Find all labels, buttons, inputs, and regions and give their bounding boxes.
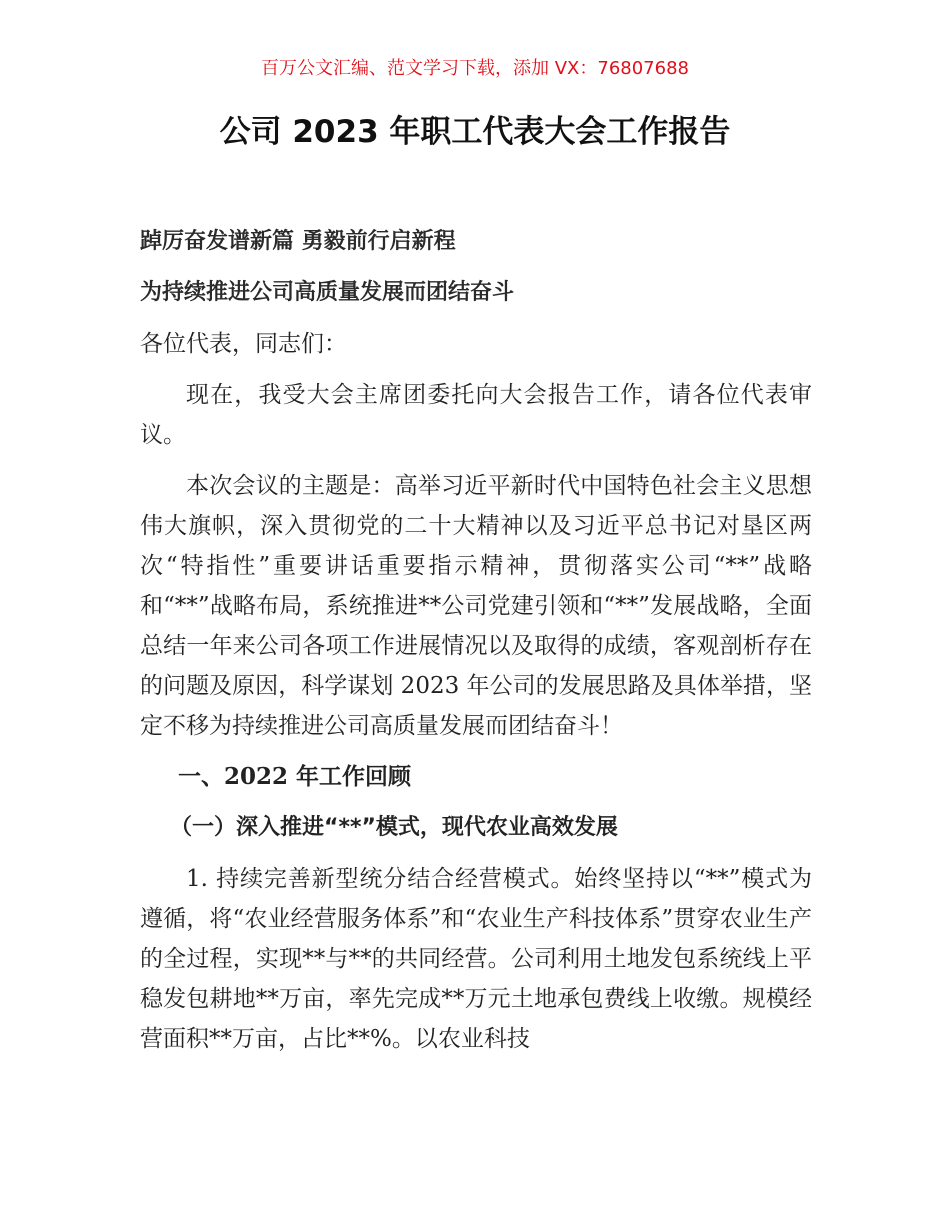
section-heading-1: 一、2022 年工作回顾 <box>178 763 412 790</box>
salutation: 各位代表，同志们： <box>140 331 347 357</box>
paragraph-intro: 现在，我受大会主席团委托向大会报告工作，请各位代表审议。 <box>140 382 812 448</box>
watermark-banner: 百万公文汇编、范文学习下载，添加 VX：76807688 <box>261 58 689 79</box>
subtitle-1: 踔厉奋发谱新篇 勇毅前行启新程 <box>140 229 456 254</box>
document-body <box>140 222 812 1070</box>
paragraph-theme: 本次会议的主题是：高举习近平新时代中国特色社会主义思想伟大旗帜，深入贯彻党的二十大精神以及习近平总书记对垦区两次“特指性”重要讲话重要指示精神，贯彻落实公司“**”战略和“**”战略布局，系统推进**公司党建引领和“**”发展战略，全面总结一年来公司各项工作进展情况以及取得的成绩，客观剖析存在的问题及原因，科学谋划 2023 年公司的发展思路及具体举措，坚定不移为持续推进公司高质量发展而团结奋斗！ <box>140 473 812 739</box>
document-title: 公司 2023 年职工代表大会工作报告 <box>219 114 731 150</box>
subsection-heading-1-1: （一）深入推进“**”模式，现代农业高效发展 <box>170 815 618 840</box>
subtitle-2: 为持续推进公司高质量发展而团结奋斗 <box>140 280 515 305</box>
paragraph-section-1-1: 1. 持续完善新型统分结合经营模式。始终坚持以“**”模式为遵循，将“农业经营服务体系”和“农业生产科技体系”贯穿农业生产的全过程，实现**与**的共同经营。公司利用土地发包系统线上平稳发包耕地**万亩，率先完成**万元土地承包费线上收缴。规模经营面积**万亩，占比**%。以农业科技 <box>140 866 812 1052</box>
